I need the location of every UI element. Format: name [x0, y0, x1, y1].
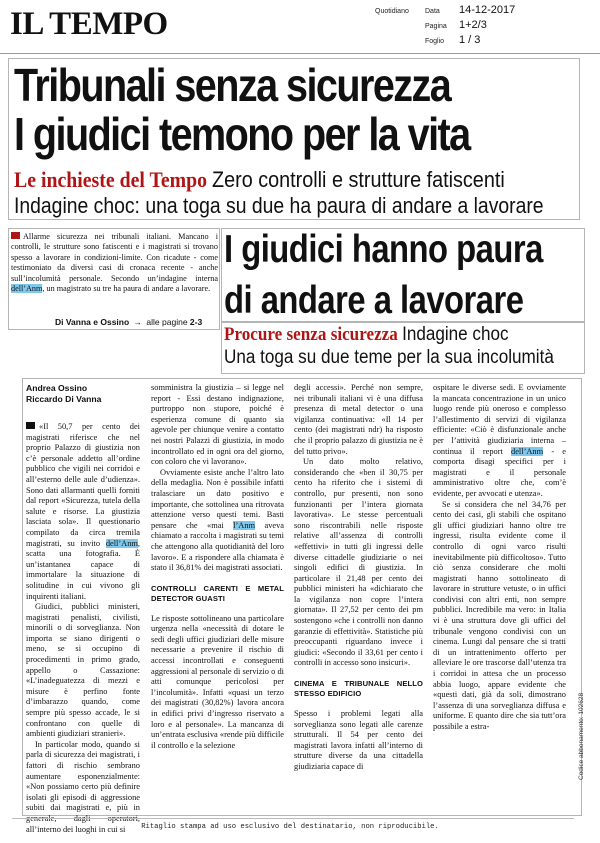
paragraph: Spesso i problemi legati alla sorveglianza sono legati alle carenze strutturali. Il 54 per cento dei magistrati lavora infatti all’interno di strutture diverse da una cittadella giudiziaria capace di: [294, 709, 423, 771]
intro-text-after: , un magistrato su tre ha paura di andare a lavorare.: [42, 284, 211, 294]
kicker-subtitle: Zero controlli e strutture fatiscenti: [212, 167, 505, 192]
article-column-1: [26, 383, 140, 835]
article-column-2: [151, 383, 284, 751]
section-heading: CINEMA E TRIBUNALE NELLO STESSO EDIFICIO: [294, 679, 423, 699]
paragraph: [151, 468, 284, 574]
paragraph-text: - e comporta disagi specifici per i magistrati e il personale amministrativo oltre che, com’è evidente, per avvocati e utenza».: [433, 446, 567, 498]
arrow-right-icon: →: [133, 317, 143, 327]
meta-value: 1 / 3: [459, 34, 481, 46]
jump-pages-label: alle pagine: [146, 317, 188, 327]
header-divider: [0, 53, 600, 54]
headline-subtitle: Indagine choc: una toga su due ha paura di andare a lavorare: [14, 193, 544, 218]
second-headline-line-1: I giudici hanno paura: [224, 228, 543, 271]
paragraph: Le risposte sottolineano una particolare urgenza nella «necessità di dotare le sedi degli uffici giudiziari delle misure necessarie a prevenire il rischio di accessi incontrollati e conseguenti aggressioni al personale di servizio o di atti comunque pericolosi per l’incolumità». Infatti «quasi un terzo dei magistrati (30,82%) lavora ancora in edifici privi d’ingresso riservato a loro e al personale». La mancanza di un’entrata esclusiva «rende più difficile il controllo e la selezione: [151, 613, 284, 750]
paragraph-text: ospitare le diverse sedi. E ovviamente la mancata concentrazione in un unico luogo rende più oneroso e complesso l’allestimento di servizi di vigilanza efficiente: «Ciò è disfunzionale anche per l’attività giudiziaria interna – continua il report: [433, 383, 566, 456]
meta-key: Pagina: [425, 23, 447, 30]
paragraph: [433, 383, 566, 500]
paragraph: In particolar modo, quando si parla di sicurezza dei magistrati, i fattori di rischio sembrano aumentare esponenzialmente: «Non possiamo certo più definire isolati gli episodi di aggressione subiti dai magistrati e, più in generale, dagli operatori, all’interno dei luoghi in cui si: [26, 739, 140, 834]
paragraph-text: «Il 50,7 per cento dei magistrati riferisce che nel proprio Palazzo di giustizia non c’è personale addetto all’ordine pubblico che vigili nei corridoi e all’esterno delle aule d’udienza». Sono dati allarmanti quelli forniti dal report «Sicurezza, tutela della salute e risorse. La giustizia lasciata sola». Il questionario compilato da circa tremila magistrati, su invito: [26, 422, 140, 548]
second-kicker-subtitle: Indagine choc: [402, 324, 509, 345]
page-jump: [55, 317, 202, 327]
kicker-series-label: Le inchieste del Tempo: [14, 167, 208, 192]
anm-highlight: dell’Anm: [105, 538, 138, 548]
paragraph: Se si considera che nel 34,76 per cento dei casi, gli stabili che ospitano gli uffici giudiziari hanno oltre tre ingressi, risulta evidente come il controllo di ogni varco risulti inevitabilmente più difficoltoso». Tutto ciò senza considerare che molti magistrati hanno sottolineato di lavorare in strutture vetuste, o in uffici condivisi con altri enti, non sempre pubblici. Incredibile ma vero: in Italia vi è una struttura dove gli uffici del tribunale vengono condivisi con un cinema. Lungi dal pensare che si tratti di un intrattenimento offerto per alleviare le ore trascorse dall’utenza tra i corridoi in attesa che un processo abbia luogo, appare evidente che «questi dati, già da soli, dimostrano l’assenza di una sorveglianza diffusa e uniforme. E quanto dire che sia tutt’ora possibile a estra-: [433, 499, 566, 731]
paragraph: [26, 422, 140, 602]
red-square-marker: [11, 232, 20, 239]
second-kicker-line-2: Una toga su due teme per la sua incolumità: [224, 347, 554, 368]
paragraph-text: , scatta una fotografia. È un’istantanea capace di immortalare la situazione di solitudine in cui vivono gli inquirenti italiani.: [26, 538, 141, 601]
paragraph-text: Ovviamente esiste anche l’altro lato della medaglia. Non è possibile infatti tralasciare un dato positivo e importante, che sottolinea una ritrovata attenzione verso questi temi. Basti pensare che «mai: [151, 467, 284, 530]
headline-line-2: I giudici temono per la vita: [14, 108, 470, 160]
meta-row-page: [425, 19, 593, 34]
headline-line-1: Tribunali senza sicurezza: [14, 59, 451, 111]
paragraph: somministra la giustizia – si legge nel report - Essi destano indignazione, purtroppo non stupore, poiché è esperienza comune di quanto sia agevole per chiunque venire a contatto nei nostri Palazzi di giustizia, in modo incontrollato ed in ogni ora del giorno, con coloro che vi lavorano».: [151, 383, 284, 467]
anm-highlight: dell’Anm: [511, 446, 544, 456]
meta-key: Foglio: [425, 38, 445, 45]
second-kicker: [224, 324, 509, 346]
meta-key: Data: [425, 8, 440, 15]
byline-author-2: Riccardo Di Vanna: [26, 393, 102, 404]
byline: [26, 383, 140, 404]
second-headline-line-2: di andare a lavorare: [224, 279, 524, 322]
jump-page-number: 2-3: [189, 317, 203, 327]
headline-kicker: [14, 167, 505, 193]
intro-text: [11, 232, 218, 294]
footer-divider: [12, 818, 574, 819]
article-column-3: [294, 383, 423, 773]
paragraph-text: a raccolta i magistrati su temi che attengono alla quotidianità del loro lavoro». E a rispondere alla chiamata è stato il 36,81% dei magistrati associati.: [151, 531, 284, 573]
paragraph: degli accessi». Perché non sempre, nei tribunali italiani vi è una diffusa presenza di metal detector o una vigilanza continuativa: «Il 14 per cento (dei magistrati ndr) ha risposto che il proprio palazzo di giustizia ne è del tutto privo».: [294, 383, 423, 456]
anm-highlight: l’Anm: [233, 520, 256, 530]
newspaper-logo: IL TEMPO: [10, 6, 168, 42]
intro-text-before: Allarme sicurezza nei tribunali italiani. Mancano i controlli, le strutture sono fatiscenti e i magistrati si trovano spesso a lavorare in condizioni-limite. Con ricadute - come testimoniato da diversi casi di cronaca recente - anche sull’incolumità personale. Secondo un’indagine interna: [11, 232, 218, 283]
meta-row-date: [425, 4, 593, 19]
article-column-4: [433, 383, 566, 733]
paragraph: Giudici, pubblici ministeri, magistrati penalisti, civilisti, minorili o di sorveglianza. Non importa se siano dirigenti o meno, se si occupino di procedimenti in primo grado, appello o Cassazione: «L’inadeguatezza di mezzi e misure è perfino fonte d’imbarazzo quando, come sempre più spesso accade, le si confrontano con quelle di ambienti giudiziari stranieri».: [26, 602, 140, 739]
section-heading: CONTROLLI CARENTI E METAL DETECTOR GUASTI: [151, 583, 284, 603]
jump-authors: Di Vanna e Ossino: [55, 317, 130, 327]
paragraph: Un dato molto relativo, considerando che «ben il 30,75 per cento ha riferito che i sistemi di controllo, pur presenti, non sono funzionanti per l’intera giornata lavorativa». Le stesse percentuali sono riscontrabili nelle risposte relative all’assenza di controlli «effettivi» in tutti gli ingressi delle diverse cittadelle giudiziarie o nei singoli edifici di giustizia. In particolare il 21,48 per cento dei pubblici ministeri ha «dichiarato che la vigilanza non copre l’intera giornata». Il 27,52 per cento dei pm sostengono «che i controlli non danno garanzie di effettività». Statistiche più preoccupanti riguardano invece i giudici: «Secondo il 33,61 per cento i controlli in accesso sono insicuri».: [294, 457, 423, 668]
clipping-metadata: [425, 4, 593, 49]
meta-row-sheet: [425, 34, 593, 49]
intro-highlight: dell’Anm: [11, 284, 43, 294]
paragraph-text: aveva chiamato: [151, 520, 285, 541]
meta-value: 14-12-2017: [459, 4, 516, 16]
subscription-code: Codice abbonamento: 102628: [578, 692, 585, 780]
reproduction-notice: Ritaglio stampa ad uso esclusivo del destinatario, non riproducibile.: [141, 823, 439, 831]
meta-value: 1+2/3: [459, 19, 487, 31]
publication-type: Quotidiano: [375, 8, 409, 15]
byline-author-1: Andrea Ossino: [26, 383, 88, 393]
second-kicker-label: Procure senza sicurezza: [224, 324, 398, 345]
